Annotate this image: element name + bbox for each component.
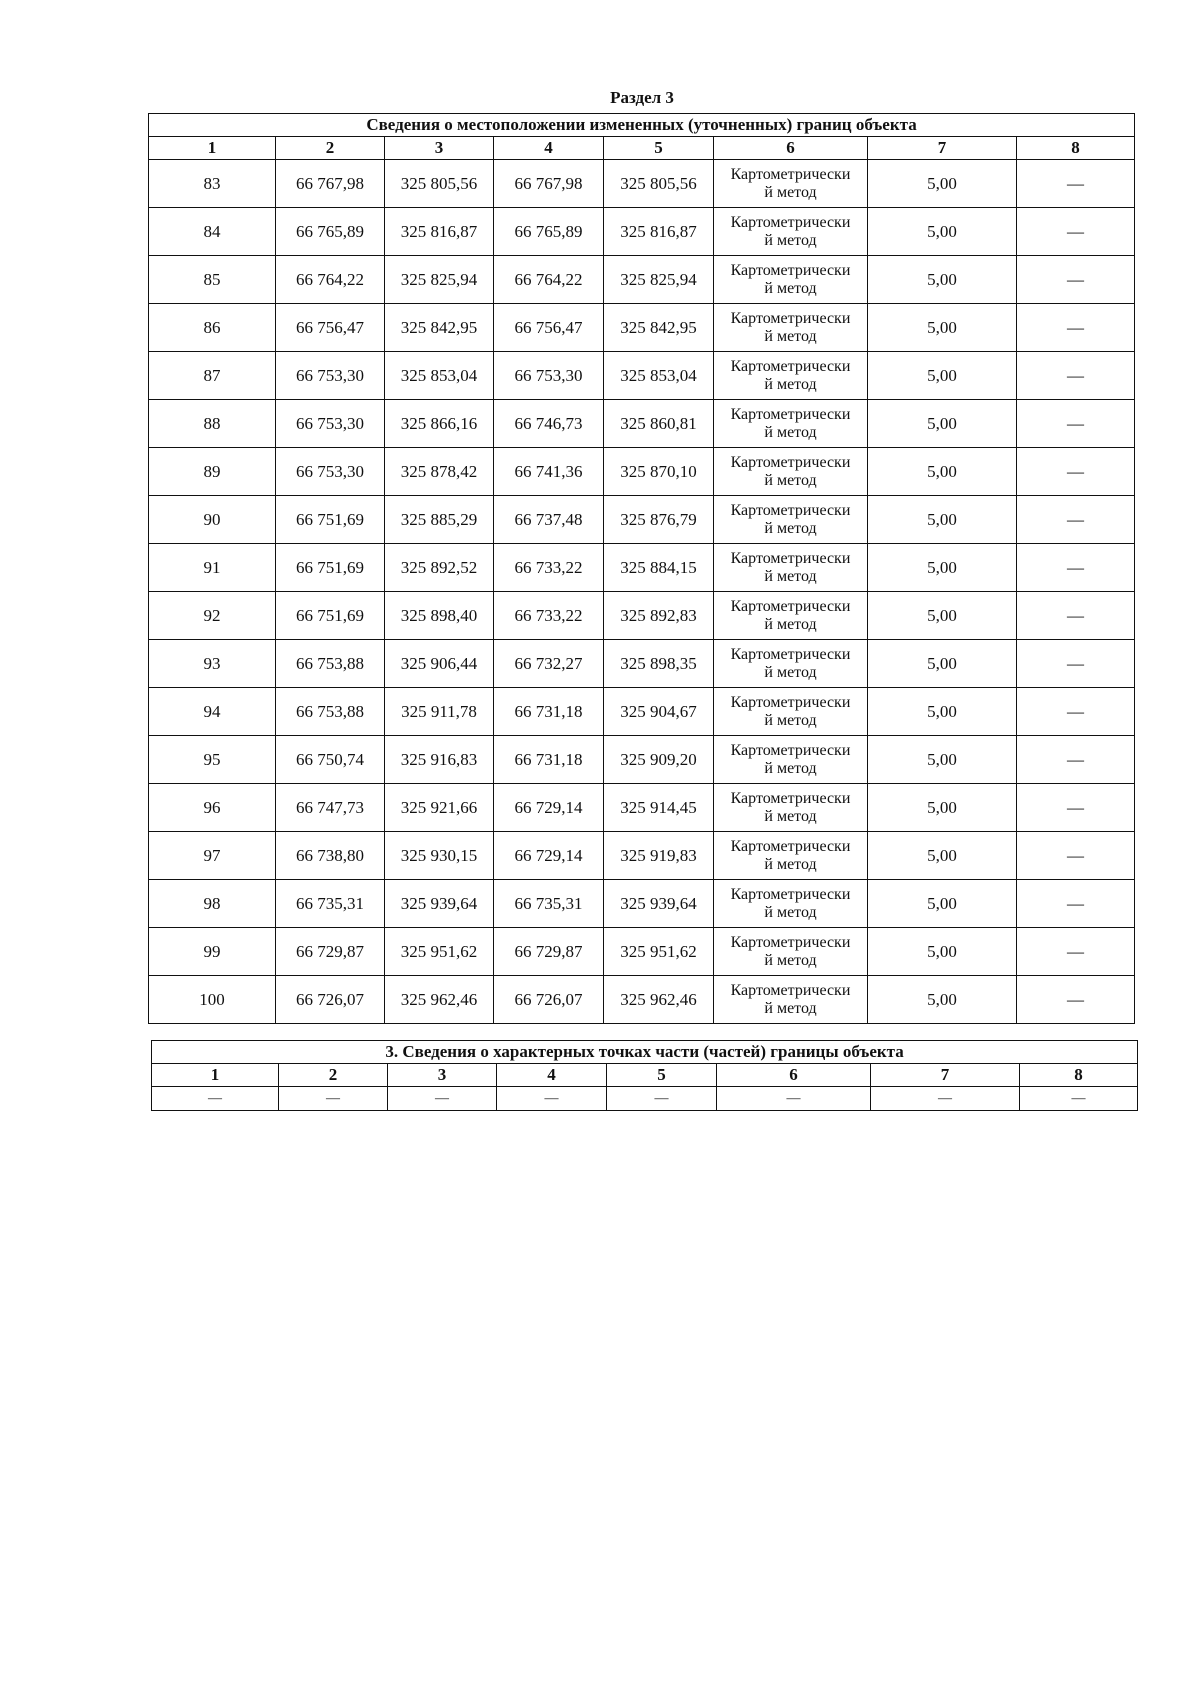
description-cell: — <box>1017 688 1135 736</box>
method-cell <box>714 688 868 736</box>
accuracy-cell: 5,00 <box>868 304 1017 352</box>
accuracy-cell: 5,00 <box>868 448 1017 496</box>
method-text: й метод <box>764 615 817 633</box>
point-number-cell: 87 <box>149 352 276 400</box>
col-number: 7 <box>868 137 1017 160</box>
empty-cell: — <box>1020 1087 1138 1111</box>
accuracy-cell: 5,00 <box>868 544 1017 592</box>
point-number-cell: 92 <box>149 592 276 640</box>
coord-y-new-cell: 325 919,83 <box>604 832 714 880</box>
coord-x-old-cell: 66 764,22 <box>276 256 385 304</box>
accuracy-cell: 5,00 <box>868 784 1017 832</box>
method-cell <box>714 784 868 832</box>
accuracy-cell: 5,00 <box>868 880 1017 928</box>
table-row <box>149 880 1135 928</box>
accuracy-cell: 5,00 <box>868 256 1017 304</box>
col-number: 7 <box>871 1064 1020 1087</box>
coord-x-new-cell: 66 733,22 <box>494 592 604 640</box>
method-text: Картометрически <box>730 645 851 663</box>
coord-x-new-cell: 66 767,98 <box>494 160 604 208</box>
method-text: й метод <box>764 519 817 537</box>
section-title: Раздел 3 <box>610 88 674 107</box>
coord-x-old-cell: 66 765,89 <box>276 208 385 256</box>
accuracy-cell: 5,00 <box>868 352 1017 400</box>
empty-cell: — <box>871 1087 1020 1111</box>
method-text: Картометрически <box>730 261 851 279</box>
col-number: 1 <box>152 1064 279 1087</box>
description-cell: — <box>1017 496 1135 544</box>
coord-x-new-cell: 66 729,14 <box>494 832 604 880</box>
coord-y-old-cell: 325 906,44 <box>385 640 494 688</box>
method-text: Картометрически <box>730 789 851 807</box>
method-text: Картометрически <box>730 981 851 999</box>
coord-x-old-cell: 66 729,87 <box>276 928 385 976</box>
point-number-cell: 83 <box>149 160 276 208</box>
point-number-cell: 90 <box>149 496 276 544</box>
method-text: Картометрически <box>730 693 851 711</box>
accuracy-cell: 5,00 <box>868 592 1017 640</box>
point-number-cell: 95 <box>149 736 276 784</box>
method-cell <box>714 208 868 256</box>
coord-x-new-cell: 66 746,73 <box>494 400 604 448</box>
coord-x-old-cell: 66 750,74 <box>276 736 385 784</box>
point-number-cell: 97 <box>149 832 276 880</box>
coord-x-old-cell: 66 753,30 <box>276 448 385 496</box>
point-number-cell: 96 <box>149 784 276 832</box>
accuracy-cell: 5,00 <box>868 640 1017 688</box>
col-number: 4 <box>494 137 604 160</box>
table-row <box>149 160 1135 208</box>
coord-x-new-cell: 66 753,30 <box>494 352 604 400</box>
coord-y-old-cell: 325 930,15 <box>385 832 494 880</box>
coord-y-old-cell: 325 911,78 <box>385 688 494 736</box>
coord-y-new-cell: 325 805,56 <box>604 160 714 208</box>
description-cell: — <box>1017 928 1135 976</box>
coord-y-old-cell: 325 825,94 <box>385 256 494 304</box>
coord-y-new-cell: 325 816,87 <box>604 208 714 256</box>
col-number: 3 <box>388 1064 497 1087</box>
coord-x-old-cell: 66 738,80 <box>276 832 385 880</box>
col-number: 5 <box>607 1064 717 1087</box>
accuracy-cell: 5,00 <box>868 400 1017 448</box>
point-number-cell: 94 <box>149 688 276 736</box>
column-number-row <box>149 137 1135 160</box>
coord-x-old-cell: 66 767,98 <box>276 160 385 208</box>
coord-x-old-cell: 66 751,69 <box>276 592 385 640</box>
table-row <box>149 448 1135 496</box>
coord-x-new-cell: 66 737,48 <box>494 496 604 544</box>
method-cell <box>714 496 868 544</box>
accuracy-cell: 5,00 <box>868 736 1017 784</box>
method-text: й метод <box>764 759 817 777</box>
table-caption: Сведения о местоположении измененных (уточненных) границ объекта <box>149 114 1135 137</box>
table-caption: 3. Сведения о характерных точках части (частей) границы объекта <box>152 1041 1138 1064</box>
coord-x-new-cell: 66 726,07 <box>494 976 604 1024</box>
coord-x-new-cell: 66 729,14 <box>494 784 604 832</box>
coord-y-new-cell: 325 842,95 <box>604 304 714 352</box>
coord-x-old-cell: 66 753,30 <box>276 400 385 448</box>
description-cell: — <box>1017 736 1135 784</box>
coord-y-old-cell: 325 853,04 <box>385 352 494 400</box>
method-cell <box>714 928 868 976</box>
method-cell <box>714 544 868 592</box>
method-text: Картометрически <box>730 597 851 615</box>
coord-y-old-cell: 325 885,29 <box>385 496 494 544</box>
coord-y-new-cell: 325 898,35 <box>604 640 714 688</box>
accuracy-cell: 5,00 <box>868 160 1017 208</box>
coord-y-new-cell: 325 870,10 <box>604 448 714 496</box>
table-row <box>149 352 1135 400</box>
method-text: Картометрически <box>730 837 851 855</box>
description-cell: — <box>1017 208 1135 256</box>
coord-y-old-cell: 325 962,46 <box>385 976 494 1024</box>
point-number-cell: 99 <box>149 928 276 976</box>
method-cell <box>714 976 868 1024</box>
coord-x-old-cell: 66 751,69 <box>276 496 385 544</box>
method-text: Картометрически <box>730 309 851 327</box>
coord-y-old-cell: 325 921,66 <box>385 784 494 832</box>
coord-y-old-cell: 325 898,40 <box>385 592 494 640</box>
coord-y-new-cell: 325 914,45 <box>604 784 714 832</box>
table-caption-row <box>152 1041 1138 1064</box>
point-number-cell: 98 <box>149 880 276 928</box>
coord-x-old-cell: 66 751,69 <box>276 544 385 592</box>
coord-x-old-cell: 66 756,47 <box>276 304 385 352</box>
empty-cell: — <box>607 1087 717 1111</box>
coord-y-old-cell: 325 878,42 <box>385 448 494 496</box>
table-row <box>149 784 1135 832</box>
coord-x-new-cell: 66 732,27 <box>494 640 604 688</box>
col-number: 2 <box>276 137 385 160</box>
col-number: 6 <box>714 137 868 160</box>
method-text: Картометрически <box>730 357 851 375</box>
method-text: й метод <box>764 951 817 969</box>
method-cell <box>714 400 868 448</box>
col-number: 8 <box>1020 1064 1138 1087</box>
description-cell: — <box>1017 448 1135 496</box>
coord-x-old-cell: 66 753,88 <box>276 688 385 736</box>
table-row <box>149 736 1135 784</box>
coord-x-new-cell: 66 731,18 <box>494 736 604 784</box>
method-cell <box>714 448 868 496</box>
col-number: 8 <box>1017 137 1135 160</box>
coord-y-old-cell: 325 805,56 <box>385 160 494 208</box>
table-caption-row <box>149 114 1135 137</box>
accuracy-cell: 5,00 <box>868 832 1017 880</box>
description-cell: — <box>1017 784 1135 832</box>
empty-cell: — <box>279 1087 388 1111</box>
method-cell <box>714 880 868 928</box>
method-text: й метод <box>764 903 817 921</box>
method-text: Картометрически <box>730 405 851 423</box>
method-cell <box>714 304 868 352</box>
description-cell: — <box>1017 592 1135 640</box>
description-cell: — <box>1017 544 1135 592</box>
table-row <box>149 592 1135 640</box>
table-row <box>152 1087 1138 1111</box>
method-text: Картометрически <box>730 741 851 759</box>
method-cell <box>714 592 868 640</box>
method-cell <box>714 640 868 688</box>
method-text: й метод <box>764 327 817 345</box>
method-text: й метод <box>764 183 817 201</box>
col-number: 6 <box>717 1064 871 1087</box>
coord-x-old-cell: 66 735,31 <box>276 880 385 928</box>
coord-y-new-cell: 325 951,62 <box>604 928 714 976</box>
point-number-cell: 84 <box>149 208 276 256</box>
part-boundary-table <box>151 1040 1138 1111</box>
coord-y-new-cell: 325 939,64 <box>604 880 714 928</box>
coord-y-new-cell: 325 892,83 <box>604 592 714 640</box>
col-number: 5 <box>604 137 714 160</box>
table-row <box>149 496 1135 544</box>
table-row <box>149 832 1135 880</box>
coord-x-new-cell: 66 765,89 <box>494 208 604 256</box>
table-row <box>149 208 1135 256</box>
coord-x-old-cell: 66 747,73 <box>276 784 385 832</box>
method-text: Картометрически <box>730 453 851 471</box>
boundary-table <box>148 113 1135 1024</box>
accuracy-cell: 5,00 <box>868 688 1017 736</box>
method-cell <box>714 832 868 880</box>
coord-y-new-cell: 325 853,04 <box>604 352 714 400</box>
point-number-cell: 93 <box>149 640 276 688</box>
point-number-cell: 100 <box>149 976 276 1024</box>
description-cell: — <box>1017 400 1135 448</box>
description-cell: — <box>1017 256 1135 304</box>
description-cell: — <box>1017 160 1135 208</box>
coord-y-new-cell: 325 904,67 <box>604 688 714 736</box>
description-cell: — <box>1017 304 1135 352</box>
table-row <box>149 256 1135 304</box>
coord-y-new-cell: 325 909,20 <box>604 736 714 784</box>
coord-y-old-cell: 325 951,62 <box>385 928 494 976</box>
empty-cell: — <box>717 1087 871 1111</box>
table-row <box>149 544 1135 592</box>
empty-cell: — <box>497 1087 607 1111</box>
method-cell <box>714 256 868 304</box>
method-text: й метод <box>764 279 817 297</box>
method-text: й метод <box>764 231 817 249</box>
method-text: й метод <box>764 471 817 489</box>
method-text: й метод <box>764 999 817 1017</box>
coord-y-old-cell: 325 939,64 <box>385 880 494 928</box>
coord-x-old-cell: 66 753,88 <box>276 640 385 688</box>
empty-cell: — <box>388 1087 497 1111</box>
col-number: 2 <box>279 1064 388 1087</box>
method-cell <box>714 352 868 400</box>
description-cell: — <box>1017 640 1135 688</box>
method-cell <box>714 736 868 784</box>
coord-y-old-cell: 325 816,87 <box>385 208 494 256</box>
accuracy-cell: 5,00 <box>868 496 1017 544</box>
method-text: й метод <box>764 807 817 825</box>
coord-x-new-cell: 66 733,22 <box>494 544 604 592</box>
accuracy-cell: 5,00 <box>868 928 1017 976</box>
method-text: Картометрически <box>730 213 851 231</box>
accuracy-cell: 5,00 <box>868 208 1017 256</box>
method-text: й метод <box>764 423 817 441</box>
coord-x-new-cell: 66 741,36 <box>494 448 604 496</box>
table-row <box>149 976 1135 1024</box>
description-cell: — <box>1017 832 1135 880</box>
table-row <box>149 304 1135 352</box>
col-number: 3 <box>385 137 494 160</box>
table-row <box>149 400 1135 448</box>
point-number-cell: 88 <box>149 400 276 448</box>
description-cell: — <box>1017 352 1135 400</box>
coord-y-old-cell: 325 866,16 <box>385 400 494 448</box>
coord-x-old-cell: 66 753,30 <box>276 352 385 400</box>
coord-y-new-cell: 325 825,94 <box>604 256 714 304</box>
point-number-cell: 86 <box>149 304 276 352</box>
coord-x-new-cell: 66 764,22 <box>494 256 604 304</box>
coord-x-new-cell: 66 731,18 <box>494 688 604 736</box>
coord-y-old-cell: 325 892,52 <box>385 544 494 592</box>
point-number-cell: 91 <box>149 544 276 592</box>
method-text: й метод <box>764 711 817 729</box>
method-text: й метод <box>764 567 817 585</box>
column-number-row <box>152 1064 1138 1087</box>
empty-cell: — <box>152 1087 279 1111</box>
col-number: 1 <box>149 137 276 160</box>
coord-y-new-cell: 325 876,79 <box>604 496 714 544</box>
table-row <box>149 928 1135 976</box>
coord-y-old-cell: 325 916,83 <box>385 736 494 784</box>
description-cell: — <box>1017 976 1135 1024</box>
col-number: 4 <box>497 1064 607 1087</box>
method-text: Картометрически <box>730 165 851 183</box>
method-cell <box>714 160 868 208</box>
method-text: й метод <box>764 855 817 873</box>
coord-y-new-cell: 325 962,46 <box>604 976 714 1024</box>
coord-y-old-cell: 325 842,95 <box>385 304 494 352</box>
coord-y-new-cell: 325 860,81 <box>604 400 714 448</box>
method-text: Картометрически <box>730 885 851 903</box>
coord-x-new-cell: 66 729,87 <box>494 928 604 976</box>
description-cell: — <box>1017 880 1135 928</box>
method-text: Картометрически <box>730 501 851 519</box>
method-text: Картометрически <box>730 933 851 951</box>
coord-y-new-cell: 325 884,15 <box>604 544 714 592</box>
method-text: й метод <box>764 375 817 393</box>
method-text: Картометрически <box>730 549 851 567</box>
point-number-cell: 89 <box>149 448 276 496</box>
method-text: й метод <box>764 663 817 681</box>
accuracy-cell: 5,00 <box>868 976 1017 1024</box>
table-row <box>149 640 1135 688</box>
point-number-cell: 85 <box>149 256 276 304</box>
coord-x-old-cell: 66 726,07 <box>276 976 385 1024</box>
coord-x-new-cell: 66 735,31 <box>494 880 604 928</box>
table-row <box>149 688 1135 736</box>
coord-x-new-cell: 66 756,47 <box>494 304 604 352</box>
